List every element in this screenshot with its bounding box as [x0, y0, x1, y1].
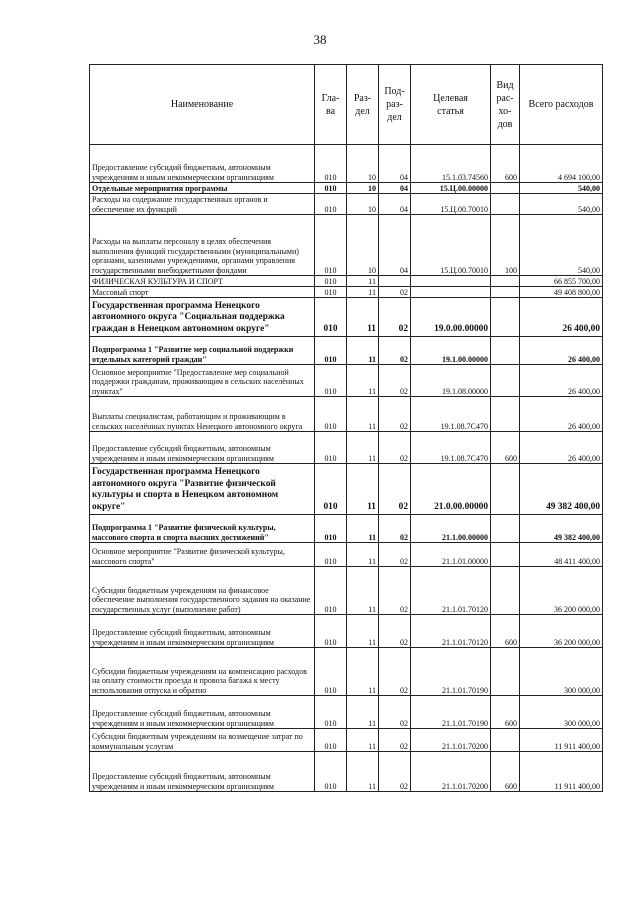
row-podrazdel: 02	[379, 464, 411, 515]
row-target-article: 19.0.00.00000	[411, 298, 491, 337]
row-glava: 010	[315, 648, 347, 696]
row-podrazdel: 02	[379, 567, 411, 615]
row-podrazdel: 02	[379, 729, 411, 752]
table-row	[90, 696, 603, 729]
row-target-article: 21.1.01.70190	[411, 648, 491, 696]
row-razdel: 11	[347, 648, 379, 696]
row-expense-type: 600	[491, 432, 520, 464]
row-expense-type: 100	[491, 215, 520, 276]
row-razdel: 11	[347, 298, 379, 337]
table-row	[90, 287, 603, 298]
row-name: Государственная программа Ненецкого автономного округа "Развитие физической культуры и спорта в Ненецком автономном округе"	[90, 464, 315, 515]
row-total: 26 400,00	[520, 397, 603, 432]
row-target-article	[411, 287, 491, 298]
row-target-article: 21.1.01.70120	[411, 615, 491, 648]
row-name: Расходы на выплаты персоналу в целях обеспечения выполнения функций государственными (муниципальными) органами, казенными учреждениями, органами управления государственными внебюджетными фондами	[90, 215, 315, 276]
row-name: Предоставление субсидий бюджетным, автономным учреждениям и иным некоммерческим организациям	[90, 615, 315, 648]
row-razdel: 11	[347, 752, 379, 792]
table-row	[90, 276, 603, 287]
row-target-article: 19.1.00.00000	[411, 337, 491, 365]
row-name: Отдельные мероприятия программы	[90, 183, 315, 194]
row-expense-type	[491, 287, 520, 298]
page-number: 38	[313, 32, 327, 47]
row-name: Субсидии бюджетным учреждениям на компенсацию расходов на оплату стоимости проезда и провоза багажа к месту использования отпуска и обратно	[90, 648, 315, 696]
row-podrazdel: 02	[379, 752, 411, 792]
row-name: Основное мероприятие "Предоставление мер социальной поддержки гражданам, проживающим в сельских населённых пунктах"	[90, 365, 315, 397]
row-total: 26 400,00	[520, 432, 603, 464]
row-name: Подпрограмма 1 "Развитие мер социальной поддержки отдельных категорий граждан"	[90, 337, 315, 365]
row-razdel: 11	[347, 615, 379, 648]
table-row	[90, 752, 603, 792]
row-total: 540,00	[520, 194, 603, 215]
row-glava: 010	[315, 287, 347, 298]
row-target-article: 15.Ц.00.70010	[411, 194, 491, 215]
row-glava: 010	[315, 183, 347, 194]
row-expense-type	[491, 194, 520, 215]
table-row	[90, 464, 603, 515]
row-glava: 010	[315, 298, 347, 337]
row-glava: 010	[315, 365, 347, 397]
row-glava: 010	[315, 464, 347, 515]
row-total: 540,00	[520, 215, 603, 276]
row-razdel: 10	[347, 194, 379, 215]
table-row	[90, 298, 603, 337]
row-podrazdel: 02	[379, 543, 411, 567]
row-target-article: 21.1.01.70200	[411, 752, 491, 792]
row-podrazdel: 02	[379, 397, 411, 432]
row-total: 26 400,00	[520, 298, 603, 337]
row-name: Предоставление субсидий бюджетным, автономным учреждениям и иным некоммерческим организациям	[90, 145, 315, 183]
row-glava: 010	[315, 397, 347, 432]
row-target-article: 21.0.00.00000	[411, 464, 491, 515]
header-vid: Вид рас- хо- дов	[491, 65, 520, 145]
row-expense-type	[491, 729, 520, 752]
row-total: 49 382 400,00	[520, 515, 603, 543]
row-total: 300 000,00	[520, 648, 603, 696]
row-total: 11 911 400,00	[520, 752, 603, 792]
row-razdel: 11	[347, 696, 379, 729]
row-total: 49 382 400,00	[520, 464, 603, 515]
row-razdel: 11	[347, 432, 379, 464]
row-target-article: 15.1.03.74560	[411, 145, 491, 183]
row-expense-type	[491, 337, 520, 365]
table-row	[90, 615, 603, 648]
row-name: Предоставление субсидий бюджетным, автономным учреждениям и иным некоммерческим организациям	[90, 432, 315, 464]
row-razdel: 11	[347, 729, 379, 752]
row-razdel: 11	[347, 543, 379, 567]
row-target-article	[411, 276, 491, 287]
row-glava: 010	[315, 515, 347, 543]
row-podrazdel: 02	[379, 365, 411, 397]
row-glava: 010	[315, 696, 347, 729]
table-row	[90, 515, 603, 543]
row-name: Выплаты специалистам, работающим и проживающим в сельских населённых пунктах Ненецкого автономного округа	[90, 397, 315, 432]
row-name: Основное мероприятие "Развитие физической культуры, массового спорта"	[90, 543, 315, 567]
row-total: 11 911 400,00	[520, 729, 603, 752]
header-podrazdel: Под- раз- дел	[379, 65, 411, 145]
row-total: 26 400,00	[520, 365, 603, 397]
row-podrazdel	[379, 276, 411, 287]
header-total: Всего расходов	[520, 65, 603, 145]
row-podrazdel: 02	[379, 515, 411, 543]
row-target-article: 19.1.08.7C470	[411, 397, 491, 432]
row-target-article: 15.Ц.00.70010	[411, 215, 491, 276]
row-expense-type	[491, 365, 520, 397]
row-target-article: 21.1.01.00000	[411, 543, 491, 567]
row-glava: 010	[315, 432, 347, 464]
row-name: ФИЗИЧЕСКАЯ КУЛЬТУРА И СПОРТ	[90, 276, 315, 287]
table-row	[90, 397, 603, 432]
row-expense-type: 600	[491, 696, 520, 729]
row-razdel: 11	[347, 337, 379, 365]
row-name: Массовый спорт	[90, 287, 315, 298]
row-razdel: 11	[347, 276, 379, 287]
row-podrazdel: 02	[379, 615, 411, 648]
row-target-article: 19.1.08.7C470	[411, 432, 491, 464]
header-glava: Гла- ва	[315, 65, 347, 145]
table-row	[90, 729, 603, 752]
row-glava: 010	[315, 729, 347, 752]
table-row	[90, 215, 603, 276]
row-glava: 010	[315, 276, 347, 287]
row-expense-type	[491, 648, 520, 696]
row-expense-type	[491, 567, 520, 615]
row-total: 4 694 100,00	[520, 145, 603, 183]
table-row	[90, 194, 603, 215]
row-podrazdel: 02	[379, 298, 411, 337]
row-target-article: 15.Ц.00.00000	[411, 183, 491, 194]
row-total: 49 408 800,00	[520, 287, 603, 298]
row-razdel: 11	[347, 464, 379, 515]
row-podrazdel: 02	[379, 337, 411, 365]
header-name: Наименование	[90, 65, 315, 145]
row-name: Подпрограмма 1 "Развитие физической культуры, массового спорта и спорта высших достижений"	[90, 515, 315, 543]
table-row	[90, 337, 603, 365]
row-glava: 010	[315, 543, 347, 567]
table-row	[90, 365, 603, 397]
table-row	[90, 543, 603, 567]
row-name: Предоставление субсидий бюджетным, автономным учреждениям и иным некоммерческим организациям	[90, 696, 315, 729]
row-razdel: 10	[347, 145, 379, 183]
row-expense-type: 600	[491, 615, 520, 648]
row-podrazdel: 04	[379, 215, 411, 276]
table-row	[90, 567, 603, 615]
row-razdel: 11	[347, 515, 379, 543]
table-row	[90, 145, 603, 183]
row-glava: 010	[315, 567, 347, 615]
row-expense-type	[491, 543, 520, 567]
row-razdel: 11	[347, 567, 379, 615]
row-podrazdel: 02	[379, 287, 411, 298]
row-expense-type	[491, 464, 520, 515]
row-glava: 010	[315, 145, 347, 183]
header-razdel: Раз- дел	[347, 65, 379, 145]
row-name: Субсидии бюджетным учреждениям на финансовое обеспечение выполнения государственного задания на оказание государственных услуг (выполнение работ)	[90, 567, 315, 615]
row-expense-type: 600	[491, 752, 520, 792]
row-name: Субсидии бюджетным учреждениям на возмещение затрат по коммунальным услугам	[90, 729, 315, 752]
row-total: 300 000,00	[520, 696, 603, 729]
row-total: 26 400,00	[520, 337, 603, 365]
row-target-article: 19.1.08.00000	[411, 365, 491, 397]
row-name: Предоставление субсидий бюджетным, автономным учреждениям и иным некоммерческим организациям	[90, 752, 315, 792]
header-statya: Целевая статья	[411, 65, 491, 145]
row-glava: 010	[315, 194, 347, 215]
row-podrazdel: 04	[379, 145, 411, 183]
row-target-article: 21.1.01.70200	[411, 729, 491, 752]
row-podrazdel: 02	[379, 648, 411, 696]
row-podrazdel: 02	[379, 696, 411, 729]
row-expense-type	[491, 276, 520, 287]
row-expense-type: 600	[491, 145, 520, 183]
row-total: 540,00	[520, 183, 603, 194]
row-podrazdel: 04	[379, 194, 411, 215]
row-total: 48 411 400,00	[520, 543, 603, 567]
row-total: 36 200 000,00	[520, 567, 603, 615]
row-expense-type	[491, 397, 520, 432]
row-razdel: 11	[347, 397, 379, 432]
table-row	[90, 648, 603, 696]
row-target-article: 21.1.00.00000	[411, 515, 491, 543]
row-podrazdel: 02	[379, 432, 411, 464]
row-glava: 010	[315, 752, 347, 792]
row-razdel: 11	[347, 287, 379, 298]
row-razdel: 10	[347, 215, 379, 276]
table-header-row	[90, 65, 603, 145]
row-podrazdel: 04	[379, 183, 411, 194]
row-razdel: 10	[347, 183, 379, 194]
row-glava: 010	[315, 337, 347, 365]
row-expense-type	[491, 183, 520, 194]
row-total: 66 855 700,00	[520, 276, 603, 287]
table-row	[90, 432, 603, 464]
row-target-article: 21.1.01.70120	[411, 567, 491, 615]
row-glava: 010	[315, 215, 347, 276]
row-glava: 010	[315, 615, 347, 648]
budget-table	[89, 64, 603, 792]
row-expense-type	[491, 298, 520, 337]
row-razdel: 11	[347, 365, 379, 397]
table-row	[90, 183, 603, 194]
row-name: Государственная программа Ненецкого автономного округа "Социальная поддержка граждан в Ненецком автономном округе"	[90, 298, 315, 337]
row-target-article: 21.1.01.70190	[411, 696, 491, 729]
row-expense-type	[491, 515, 520, 543]
row-name: Расходы на содержание государственных органов и обеспечение их функций	[90, 194, 315, 215]
row-total: 36 200 000,00	[520, 615, 603, 648]
